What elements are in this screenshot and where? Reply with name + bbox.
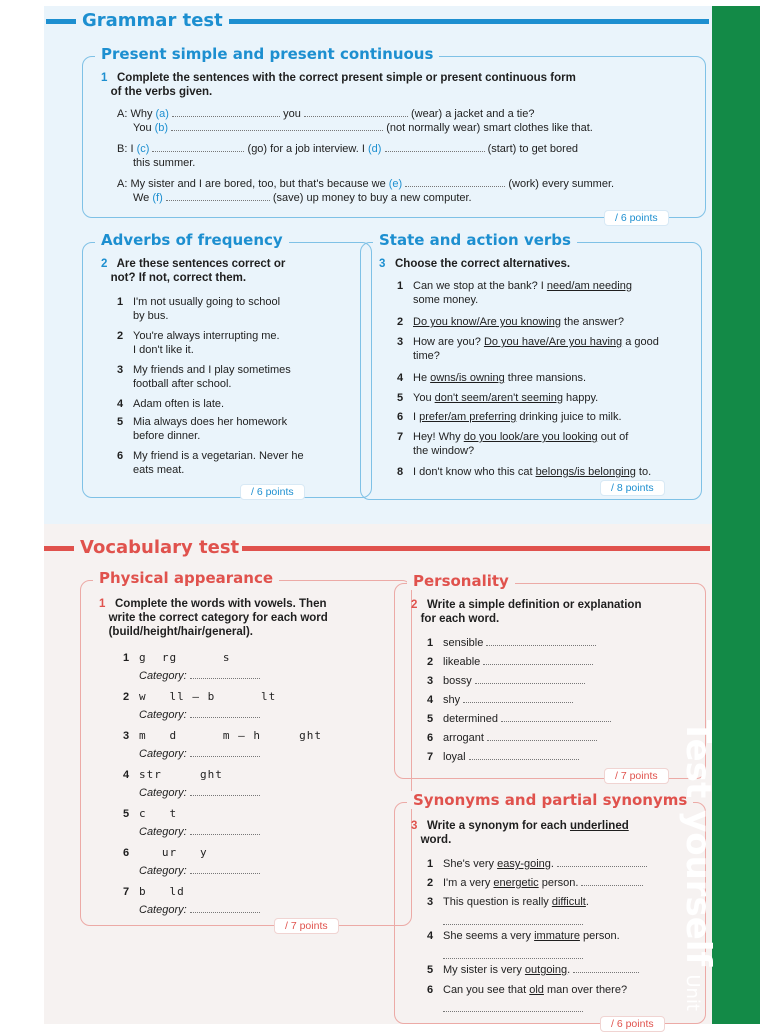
personality-item (427, 636, 697, 650)
item-text: football after school. (133, 378, 232, 390)
physical-points: / 7 points (274, 918, 339, 934)
item-text: the window? (413, 445, 475, 457)
present-points: / 6 points (604, 210, 669, 226)
item-text: to. (635, 466, 652, 478)
personality-item (427, 750, 697, 764)
answer-blank[interactable] (190, 708, 260, 718)
answer-blank[interactable] (171, 121, 383, 131)
item-number: 5 (427, 964, 434, 976)
item-number: 3 (117, 364, 124, 376)
item-number: 6 (123, 847, 130, 859)
personality-instruction (411, 598, 701, 626)
adverbs-item (117, 449, 357, 477)
item-number: 2 (427, 656, 434, 668)
item-text: by bus. (133, 310, 169, 322)
category-label: Category: (139, 865, 187, 877)
item-text: He (413, 372, 431, 384)
dialogue-text: You (133, 122, 152, 134)
vocab-lead-bar (44, 546, 74, 551)
personality-item (427, 674, 697, 688)
physical-title: Physical appearance (93, 569, 279, 587)
synonyms-title: Synonyms and partial synonyms (407, 791, 693, 809)
item-text: some money. (413, 294, 479, 306)
worksheet-page (44, 6, 712, 1030)
synonyms-points: / 6 points (600, 1016, 665, 1032)
present-instruction (101, 71, 691, 99)
grammar-lead-bar (46, 19, 76, 24)
item-number: 4 (123, 769, 130, 781)
instruction-line: Complete the sentences with the correct present simple or present continuous form (117, 72, 576, 84)
gap-letter: (e) (388, 178, 403, 190)
adverbs-item (117, 363, 357, 391)
item-number: 5 (397, 392, 404, 404)
item-text: happy. (562, 392, 599, 404)
state-item-3 (397, 335, 703, 363)
dialogue-text: (not normally wear) smart clothes like that. (386, 122, 593, 134)
item-number: 5 (123, 808, 130, 820)
item-number: 1 (123, 652, 130, 664)
choice-option[interactable]: Do you have/Are you having (483, 336, 623, 348)
state-item-1 (397, 279, 697, 307)
exercise-number: 2 (411, 599, 418, 611)
personality-title: Personality (407, 572, 515, 590)
personality-item (427, 655, 697, 669)
answer-blank[interactable] (152, 142, 244, 152)
underlined-word: old (529, 984, 544, 996)
item-text: My friends and I play sometimes (133, 364, 291, 376)
physical-item (123, 885, 373, 899)
choice-option[interactable]: prefer/am preferring (419, 411, 517, 423)
item-text: the answer? (560, 316, 624, 328)
answer-blank[interactable] (463, 693, 573, 703)
item-text: . (550, 858, 554, 870)
personality-points: / 7 points (604, 768, 669, 784)
physical-box (80, 569, 412, 926)
answer-blank[interactable] (501, 712, 611, 722)
answer-blank[interactable] (190, 747, 260, 757)
dialogue-line: this summer. (133, 157, 196, 169)
synonyms-instruction (411, 819, 701, 847)
item-text: three mansions. (504, 372, 587, 384)
item-text: determined (443, 713, 499, 725)
dialogue-text: (save) up money to buy a new computer. (272, 192, 472, 204)
item-number: 5 (117, 416, 124, 428)
item-number: 2 (427, 877, 434, 889)
item-number: 3 (397, 336, 404, 348)
item-text: How are you? (413, 336, 484, 348)
item-number: 7 (397, 431, 404, 443)
item-number: 4 (117, 398, 124, 410)
physical-item (123, 651, 373, 665)
item-number: 6 (117, 450, 124, 462)
answer-blank[interactable] (190, 786, 260, 796)
category-label: Category: (139, 787, 187, 799)
dialogue-text: (wear) a jacket and a tie? (410, 108, 535, 120)
vocab-title: Vocabulary test (80, 537, 240, 558)
gapped-word[interactable]: g rg s (139, 651, 231, 664)
item-text: My sister is very (443, 964, 525, 976)
item-number: 4 (397, 372, 404, 384)
synonym-item-4 (427, 929, 705, 943)
synonym-item-2 (427, 876, 705, 890)
exercise-number: 3 (379, 258, 386, 270)
personality-box (394, 572, 706, 779)
answer-blank[interactable] (573, 963, 639, 973)
state-item-2 (397, 315, 697, 329)
physical-item (123, 729, 373, 743)
physical-item (123, 846, 373, 860)
item-text: bossy (443, 675, 472, 687)
side-tab-suffix: Unit (682, 974, 703, 1011)
state-item-4 (397, 371, 697, 385)
category-field (139, 708, 260, 721)
personality-item (427, 693, 697, 707)
item-number: 2 (397, 316, 404, 328)
item-number: 3 (123, 730, 130, 742)
dialogue-text: A: My sister and I are bored, too, but that's because we (117, 178, 386, 190)
exercise-number: 2 (101, 258, 108, 270)
instruction-line: Choose the correct alternatives. (395, 258, 571, 270)
answer-blank[interactable] (443, 915, 583, 925)
item-number: 4 (427, 694, 434, 706)
answer-blank[interactable] (443, 1002, 583, 1012)
item-text: sensible (443, 637, 484, 649)
instruction-line: Are these sentences correct or (116, 258, 286, 270)
item-text: You're always interrupting me. (133, 330, 280, 342)
item-text: She's very (443, 858, 498, 870)
gapped-word[interactable]: str ght (139, 768, 223, 781)
dialogue-line (117, 177, 707, 191)
dialogue-text: We (133, 192, 150, 204)
item-text: Mia always does her homework (133, 416, 288, 428)
item-text: I don't know who this cat (413, 466, 536, 478)
item-text: shy (443, 694, 461, 706)
dialogue-line (117, 142, 697, 156)
answer-blank[interactable] (443, 949, 583, 959)
item-number: 3 (427, 896, 434, 908)
gapped-word[interactable]: w ll – b lt (139, 690, 277, 703)
gapped-word[interactable]: m d m – h ght (139, 729, 322, 742)
item-number: 8 (397, 466, 404, 478)
item-text: a good (622, 336, 659, 348)
answer-blank[interactable] (190, 669, 260, 679)
category-field (139, 669, 260, 682)
gapped-word[interactable]: b ld (139, 885, 185, 898)
item-text: out of (597, 431, 629, 443)
item-text: time? (413, 350, 440, 362)
grammar-bar (229, 19, 709, 24)
state-item-7 (397, 430, 697, 458)
item-text: person. (579, 930, 620, 942)
underlined-word: energetic (493, 877, 539, 889)
choice-option[interactable]: don't seem/aren't seeming (434, 392, 563, 404)
dialogue-text: (start) to get bored (487, 143, 579, 155)
state-verbs-box (360, 231, 702, 500)
state-item-8 (397, 465, 703, 479)
item-text: Can you see that (443, 984, 530, 996)
dialogue-text: A: Why (117, 108, 153, 120)
instruction-line: word. (420, 834, 452, 846)
underlined-word: easy-going (497, 858, 551, 870)
gap-letter: (a) (155, 108, 169, 120)
gap-letter: (b) (154, 122, 169, 134)
adverbs-item (117, 415, 357, 443)
dialogue-text: (go) for a job interview. I (247, 143, 365, 155)
state-verbs-title: State and action verbs (373, 231, 577, 249)
answer-blank[interactable] (172, 107, 280, 117)
gapped-word[interactable]: c t (139, 807, 178, 820)
item-text: arrogant (443, 732, 484, 744)
answer-blank[interactable] (475, 674, 585, 684)
answer-blank[interactable] (190, 825, 260, 835)
item-text: . (585, 896, 589, 908)
adverbs-instruction (101, 257, 361, 285)
exercise-number: 1 (99, 598, 106, 610)
dialogue-line (117, 107, 697, 121)
synonym-item-5 (427, 963, 705, 977)
instruction-line: Complete the words with vowels. Then (115, 598, 327, 610)
state-item-5 (397, 391, 697, 405)
item-text: I'm a very (443, 877, 494, 889)
adverbs-points: / 6 points (240, 484, 305, 500)
dialogue-text: B: I (117, 143, 134, 155)
instruction-line: for each word. (420, 613, 500, 625)
dialogue-line (133, 121, 703, 135)
category-field (139, 825, 260, 838)
item-text: eats meat. (133, 464, 185, 476)
dialogue-text: you (283, 108, 301, 120)
answer-blank[interactable] (190, 864, 260, 874)
item-text: likeable (443, 656, 481, 668)
side-tab-label (678, 720, 718, 1020)
category-label: Category: (139, 670, 187, 682)
item-number: 1 (427, 858, 434, 870)
present-simple-title: Present simple and present continuous (95, 45, 439, 63)
state-instruction (379, 257, 570, 271)
item-text: before dinner. (133, 430, 201, 442)
item-number: 6 (427, 732, 434, 744)
item-text: This question is really (443, 896, 552, 908)
adverbs-item (117, 295, 357, 323)
category-label: Category: (139, 826, 187, 838)
side-tab (712, 6, 760, 1024)
answer-blank[interactable] (483, 655, 593, 665)
synonym-item-3 (427, 895, 705, 909)
item-text: I (413, 411, 420, 423)
answer-blank[interactable] (190, 903, 260, 913)
present-simple-box (82, 45, 706, 218)
instruction-line: Write a synonym for each (427, 820, 570, 832)
instruction-line: Write a simple definition or explanation (427, 599, 642, 611)
item-text: I don't like it. (133, 344, 194, 356)
underlined-word: difficult (551, 896, 586, 908)
answer-blank[interactable] (385, 142, 485, 152)
gap-letter: (c) (136, 143, 150, 155)
item-text: Adam often is late. (133, 398, 225, 410)
adverbs-title: Adverbs of frequency (95, 231, 289, 249)
item-text: My friend is a vegetarian. Never he (133, 450, 304, 462)
answer-blank[interactable] (304, 107, 408, 117)
physical-item (123, 807, 373, 821)
category-field (139, 747, 260, 760)
underlined-word: immature (534, 930, 580, 942)
instruction-line: underlined (569, 820, 629, 832)
adverbs-item (117, 329, 357, 357)
item-number: 6 (397, 411, 404, 423)
item-text: She seems a very (443, 930, 535, 942)
item-number: 2 (117, 330, 124, 342)
category-label: Category: (139, 709, 187, 721)
category-label: Category: (139, 748, 187, 760)
physical-instruction (99, 597, 399, 639)
item-number: 1 (117, 296, 124, 308)
state-item-6 (397, 410, 697, 424)
state-points: / 8 points (600, 480, 665, 496)
side-tab-title: Test yourself (678, 720, 718, 967)
choice-option[interactable]: do you look/are you looking (463, 431, 598, 443)
synonym-item-6 (427, 983, 705, 997)
answer-blank[interactable] (166, 191, 270, 201)
category-label: Category: (139, 904, 187, 916)
dialogue-line (133, 191, 703, 205)
category-field (139, 786, 260, 799)
answer-blank[interactable] (487, 731, 597, 741)
item-number: 4 (427, 930, 434, 942)
physical-item (123, 768, 373, 782)
item-text: . (567, 964, 571, 976)
choice-option[interactable]: belongs/is belonging (535, 466, 636, 478)
personality-item (427, 731, 697, 745)
instruction-line: of the verbs given. (110, 86, 213, 98)
instruction-line: not? If not, correct them. (110, 272, 247, 284)
item-number: 5 (427, 713, 434, 725)
gapped-word[interactable]: ur y (139, 846, 208, 859)
item-number: 1 (427, 637, 434, 649)
item-number: 1 (397, 280, 404, 292)
item-number: 2 (123, 691, 130, 703)
physical-item (123, 690, 373, 704)
underlined-word: outgoing (524, 964, 568, 976)
item-text: You (413, 392, 435, 404)
item-number: 7 (427, 751, 434, 763)
instruction-line: (build/height/hair/general). (108, 626, 253, 638)
category-field (139, 864, 260, 877)
instruction-line: write the correct category for each word (108, 612, 328, 624)
answer-blank[interactable] (557, 857, 647, 867)
answer-blank[interactable] (469, 750, 579, 760)
exercise-number: 1 (101, 72, 108, 84)
exercise-number: 3 (411, 820, 418, 832)
gap-letter: (d) (367, 143, 382, 155)
choice-option[interactable]: owns/is owning (430, 372, 505, 384)
synonym-item-1 (427, 857, 705, 871)
answer-blank[interactable] (581, 876, 643, 886)
personality-item (427, 712, 697, 726)
item-number: 3 (427, 675, 434, 687)
item-number: 6 (427, 984, 434, 996)
item-text: I'm not usually going to school (133, 296, 281, 308)
item-text: man over there? (543, 984, 628, 996)
grammar-title: Grammar test (82, 10, 223, 31)
item-text: person. (538, 877, 579, 889)
item-text: Hey! Why (413, 431, 464, 443)
choice-option[interactable]: Do you know/Are you knowing (413, 316, 561, 328)
dialogue-text: (work) every summer. (508, 178, 615, 190)
item-text: loyal (443, 751, 466, 763)
gap-letter: (f) (152, 192, 163, 204)
category-field (139, 903, 260, 916)
item-number: 7 (123, 886, 130, 898)
adverbs-box (82, 231, 372, 498)
synonyms-box (394, 791, 706, 1024)
choice-option[interactable]: need/am needing (546, 280, 632, 292)
answer-blank[interactable] (486, 636, 596, 646)
vocab-bar (242, 546, 710, 551)
item-text: Can we stop at the bank? I (413, 280, 547, 292)
item-text: drinking juice to milk. (516, 411, 622, 423)
answer-blank[interactable] (405, 177, 505, 187)
